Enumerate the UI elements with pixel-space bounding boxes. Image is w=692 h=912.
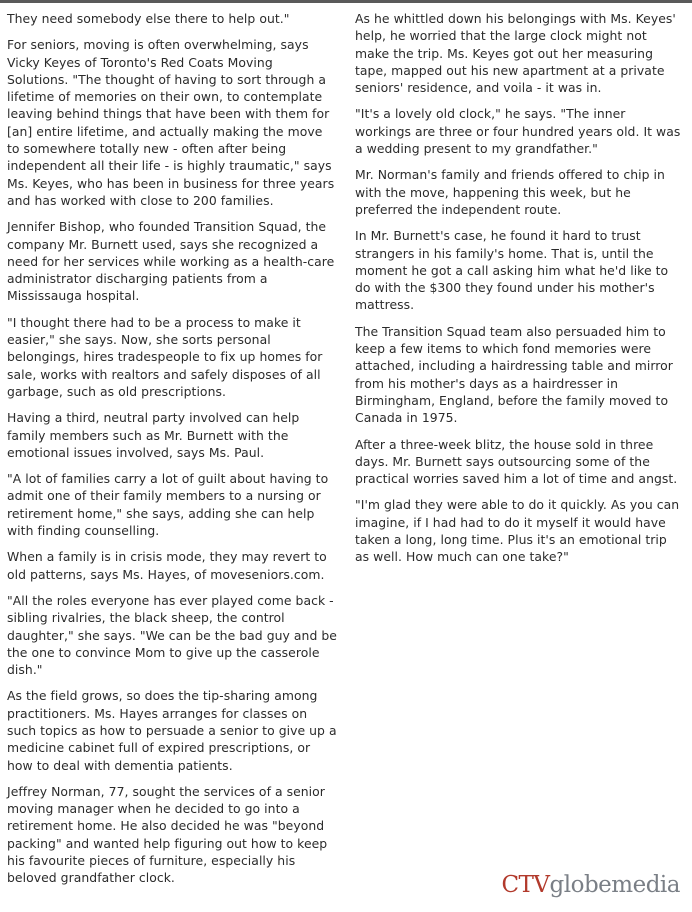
paragraph: The Transition Squad team also persuaded him to keep a few items to which fond memories were attached, including a hairdressing table and mirror from his mother's days as a hairdresser in Birmingham, England, before the family moved to Canada in 1975.	[355, 323, 673, 426]
ctvglobemedia-logo	[501, 872, 680, 898]
paragraph: "All the roles everyone has ever played come back - sibling rivalries, the black sheep, the control daughter," she says. "We can be the bad guy and be the one to convince Mom to give up the casserole dish."	[7, 592, 337, 678]
paragraph: "It's a lovely old clock," he says. "The inner workings are three or four hundred years old. It was a wedding present to my grandfather."	[355, 106, 681, 157]
logo-ctv-text: CTV	[501, 872, 550, 898]
paragraph: They need somebody else there to help out."	[7, 11, 290, 26]
paragraph: Mr. Norman's family and friends offered to chip in with the move, happening this week, but he preferred the independent route.	[355, 167, 665, 217]
paragraph: As the field grows, so does the tip-sharing among practitioners. Ms. Hayes arranges for classes on such topics as how to persuade a senior to give up a medicine cabinet full of expired prescriptions, or how to deal with dementia patients.	[7, 688, 337, 773]
paragraph: Having a third, neutral party involved can help family members such as Mr. Burnett with the emotional issues involved, says Ms. Paul.	[7, 410, 300, 460]
logo-globemedia-text: globemedia	[549, 872, 680, 898]
paragraph: Jennifer Bishop, who founded Transition Squad, the company Mr. Burnett used, says she recognized a need for her services while working as a health-care administrator discharging patients from a Mississauga hospital.	[7, 219, 335, 304]
paragraph: "A lot of families carry a lot of guilt about having to admit one of their family members to a nursing or retirement home," she says, adding she can help with finding counselling.	[7, 471, 329, 539]
paragraph: In Mr. Burnett's case, he found it hard to trust strangers in his family's home. That is, until the moment he got a call asking him what he'd like to do with the $300 they found under his mother's mattress.	[355, 228, 669, 313]
top-border	[0, 0, 692, 3]
paragraph: "I'm glad they were able to do it quickly. As you can imagine, if I had had to do it myself it would have taken a long, long time. Plus it's an emotional trip as well. How much can one take?"	[355, 497, 680, 565]
paragraph: For seniors, moving is often overwhelming, says Vicky Keyes of Toronto's Red Coats Moving Solutions. "The thought of having to sort through a lifetime of memories on their own, to contemplate leaving behind things that have been with them for [an] entire lifetime, and actually making the move to somewhere totally new - often after being independent all their life - is highly traumatic," says Ms. Keyes, who has been in business for three years and has worked with close to 200 families.	[7, 37, 335, 208]
paragraph: "I thought there had to be a process to make it easier," she says. Now, she sorts personal belongings, hires tradespeople to fix up homes for sale, works with realtors and safely disposes of all garbage, such as old prescriptions.	[7, 314, 323, 399]
paragraph: After a three-week blitz, the house sold in three days. Mr. Burnett says outsourcing some of the practical worries saved him a lot of time and angst.	[355, 436, 678, 487]
article-right-column	[355, 10, 683, 575]
paragraph: Jeffrey Norman, 77, sought the services of a senior moving manager when he decided to go into a retirement home. He also decided he was "beyond packing" and wanted help figuring out how to keep his favourite pieces of furniture, especially his beloved grandfather clock.	[7, 783, 328, 886]
article-left-column	[7, 10, 337, 896]
paragraph: When a family is in crisis mode, they may revert to old patterns, says Ms. Hayes, of moveseniors.com.	[7, 549, 327, 582]
paragraph: As he whittled down his belongings with Ms. Keyes' help, he worried that the large clock might not make the trip. Ms. Keyes got out her measuring tape, mapped out his new apartment at a private seniors' residence, and voila - it was in.	[355, 11, 676, 96]
